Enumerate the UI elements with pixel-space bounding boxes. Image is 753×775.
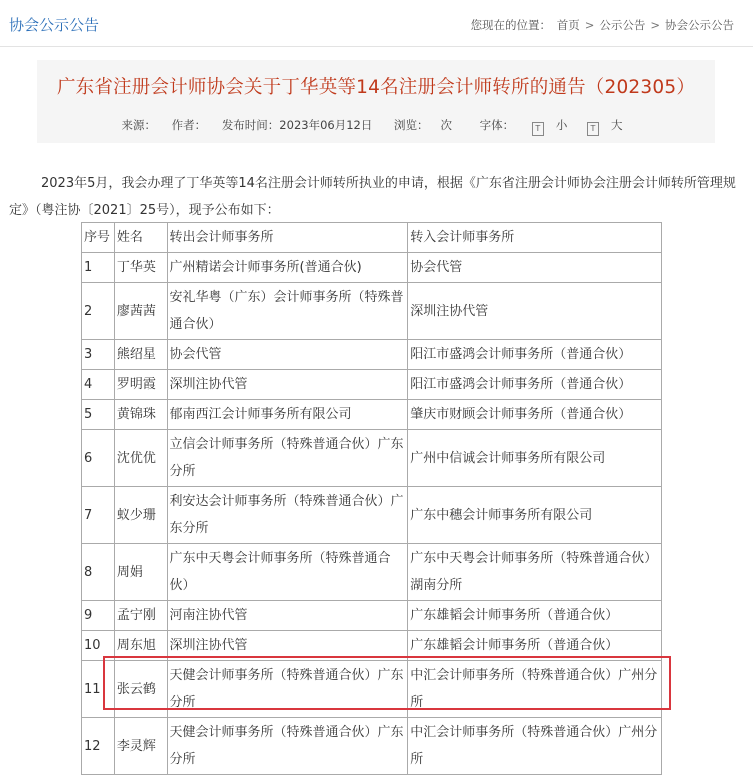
table-row [82,400,662,430]
article-meta [37,117,715,136]
cell-from: 深圳注协代管 [167,631,408,661]
cell-to: 阳江市盛鸿会计师事务所（普通合伙） [408,340,662,370]
meta-views-unit: 次 [440,118,453,132]
header-cell-from: 转出会计师事务所 [167,223,408,253]
table-row [82,544,662,601]
breadcrumb-separator: > [584,18,595,32]
cell-name: 李灵辉 [114,718,167,775]
table-header-row [82,223,662,253]
header-cell-to: 转入会计师事务所 [408,223,662,253]
cell-name: 周东旭 [114,631,167,661]
breadcrumb-level1-link[interactable]: 公示公告 [599,18,646,32]
article-intro: 2023年5月，我会办理了丁华英等14名注册会计师转所执业的申请，根据《广东省注册会计师协会注册会计师转所管理规定》（粤注协〔2021〕25号），现予公布如下： [9,176,736,218]
cell-from: 安礼华粤（广东）会计师事务所（特殊普通合伙） [167,283,408,340]
cell-name: 熊绍星 [114,340,167,370]
cell-name: 张云鹤 [114,661,167,718]
cell-no: 12 [82,718,115,775]
table-row [82,370,662,400]
cell-to: 广东中天粤会计师事务所（特殊普通合伙）湖南分所 [408,544,662,601]
cell-name: 周娟 [114,544,167,601]
font-small-icon: T [532,122,544,136]
cell-name: 黄锦珠 [114,400,167,430]
breadcrumb-prefix: 您现在的位置： [470,18,552,32]
table-row [82,487,662,544]
cell-no: 3 [82,340,115,370]
cell-name: 丁华英 [114,253,167,283]
article-title: 广东省注册会计师协会关于丁华英等14名注册会计师转所的通告（202305） [56,77,696,98]
meta-source: 来源： [121,118,156,132]
meta-font-label: 字体： [479,118,515,132]
cell-to: 广州中信诚会计师事务所有限公司 [408,430,662,487]
cell-to: 协会代管 [408,253,662,283]
cell-to: 深圳注协代管 [408,283,662,340]
cell-no: 5 [82,400,115,430]
cell-to: 阳江市盛鸿会计师事务所（普通合伙） [408,370,662,400]
cell-no: 4 [82,370,115,400]
meta-views-label: 浏览： [394,118,429,132]
meta-author: 作者： [171,118,207,132]
top-bar [0,0,753,47]
header-cell-no: 序号 [82,223,115,253]
cell-no: 7 [82,487,115,544]
cell-no: 11 [82,661,115,718]
cell-to: 广东雄韬会计师事务所（普通合伙） [408,631,662,661]
cell-no: 6 [82,430,115,487]
table-row [82,340,662,370]
breadcrumb-home-link[interactable]: 首页 [556,18,580,32]
section-title: 协会公示公告 [9,16,100,34]
breadcrumb-separator: > [650,18,660,32]
cell-from: 深圳注协代管 [167,370,408,400]
cell-name: 廖茜茜 [114,283,167,340]
cell-from: 天健会计师事务所（特殊普通合伙）广东分所 [167,661,408,718]
font-large-icon: T [587,122,599,136]
cell-from: 广东中天粤会计师事务所（特殊普通合伙） [167,544,408,601]
font-large-label: 大 [610,118,623,132]
cell-from: 天健会计师事务所（特殊普通合伙）广东分所 [167,718,408,775]
font-small-button[interactable] [526,118,574,132]
cell-no: 8 [82,544,115,601]
table-row [82,601,662,631]
cell-from: 河南注协代管 [167,601,408,631]
meta-date: 发布时间：2023年06月12日 [221,118,373,132]
cell-to: 广东中穗会计师事务所有限公司 [408,487,662,544]
cell-from: 立信会计师事务所（特殊普通合伙）广东分所 [167,430,408,487]
cell-no: 1 [82,253,115,283]
cell-no: 2 [82,283,115,340]
cell-name: 罗明霞 [114,370,167,400]
font-small-label: 小 [555,118,568,132]
cell-no: 10 [82,631,115,661]
header-cell-name: 姓名 [114,223,167,253]
table-row [82,283,662,340]
cell-from: 广州精诺会计师事务所(普通合伙) [167,253,408,283]
cell-to: 肇庆市财顾会计师事务所（普通合伙） [408,400,662,430]
cell-to: 中汇会计师事务所（特殊普通合伙）广州分所 [408,718,662,775]
cell-from: 郁南西江会计师事务所有限公司 [167,400,408,430]
cell-name: 沈优优 [114,430,167,487]
breadcrumb [470,17,735,33]
highlight-box [103,656,671,710]
cell-name: 蚁少珊 [114,487,167,544]
cell-no: 9 [82,601,115,631]
table-row [82,718,662,775]
meta-views [388,118,458,132]
cell-to: 广东雄韬会计师事务所（普通合伙） [408,601,662,631]
font-large-button[interactable] [581,118,629,132]
cell-name: 孟宁刚 [114,601,167,631]
cell-from: 利安达会计师事务所（特殊普通合伙）广东分所 [167,487,408,544]
cell-from: 协会代管 [167,340,408,370]
table-row [82,430,662,487]
meta-font [474,118,631,132]
table-row [82,253,662,283]
article-header [37,60,715,143]
breadcrumb-level2-link[interactable]: 协会公示公告 [665,18,734,32]
cell-to: 中汇会计师事务所（特殊普通合伙）广州分所 [408,661,662,718]
